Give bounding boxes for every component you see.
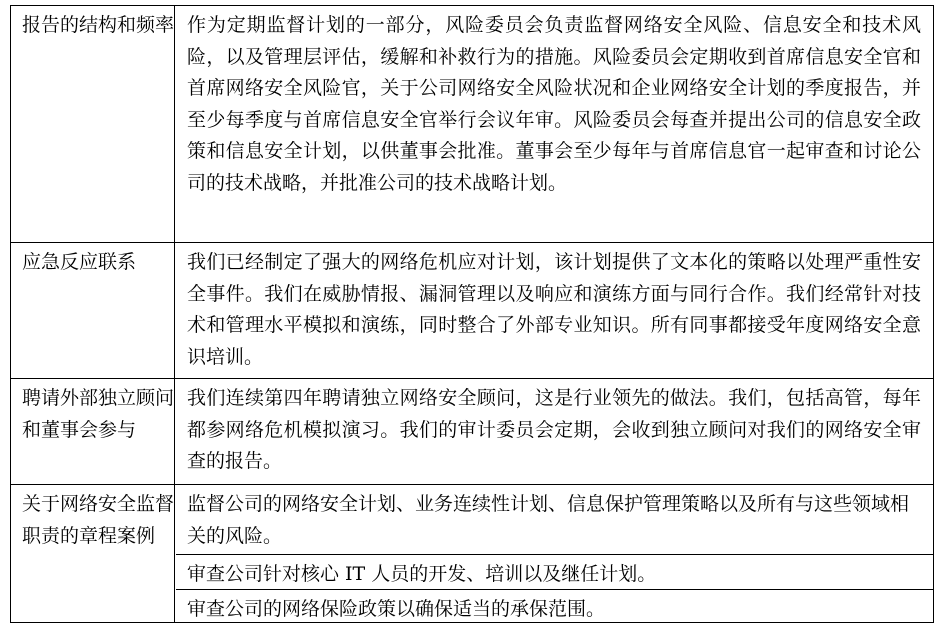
row-label: 聘请外部独立顾问和董事会参与 xyxy=(11,379,175,485)
row-label: 报告的结构和频率 xyxy=(11,6,175,242)
table-row xyxy=(11,242,933,379)
charter-item-text: 监督公司的网络安全计划、业务连续性计划、信息保护管理策略以及所有与这些领域相关的风险。 xyxy=(187,493,910,547)
table-row xyxy=(11,484,933,622)
row-content: 我们连续第四年聘请独立网络安全顾问，这是行业领先的做法。我们，包括高管，每年都参网络危机模拟演习。我们的审计委员会定期，会收到独立顾问对我们的网络安全审查的报告。 xyxy=(187,387,921,472)
charter-item-text: 审查公司针对核心 IT 人员的开发、培训以及继任计划。 xyxy=(187,563,657,585)
table-row xyxy=(11,378,933,485)
charter-item xyxy=(176,485,933,554)
row-content: 作为定期监督计划的一部分，风险委员会负责监督网络安全风险、信息安全和技术风险，以及管理层评估，缓解和补救行为的措施。风险委员会定期收到首席信息安全官和首席网络安全风险官，关于公司网络安全风险状况和企业网络安全计划的季度报告，并至少每季度与首席信息安全官举行会议年审。风险委员会每查并提出公司的信息安全政策和信息安全计划，以供董事会批准。董事会至少每年与首席信息官一起审查和讨论公司的技术战略，并批准公司的技术战略计划。 xyxy=(187,14,921,194)
charter-item xyxy=(176,554,933,589)
row-label: 关于网络安全监督职责的章程案例 xyxy=(11,485,175,622)
charter-item xyxy=(176,589,933,622)
cybersecurity-governance-table xyxy=(10,5,934,623)
charter-item-text: 审查公司的网络保险政策以确保适当的承保范围。 xyxy=(187,598,606,620)
row-label: 应急反应联系 xyxy=(11,243,175,379)
table-row xyxy=(11,6,933,242)
row-content: 我们已经制定了强大的网络危机应对计划，该计划提供了文本化的策略以处理严重性安全事件。我们在威胁情报、漏洞管理以及响应和演练方面与同行合作。我们经常针对技术和管理水平模拟和演练，同时整合了外部专业知识。所有同事都接受年度网络安全意识培训。 xyxy=(187,251,921,368)
